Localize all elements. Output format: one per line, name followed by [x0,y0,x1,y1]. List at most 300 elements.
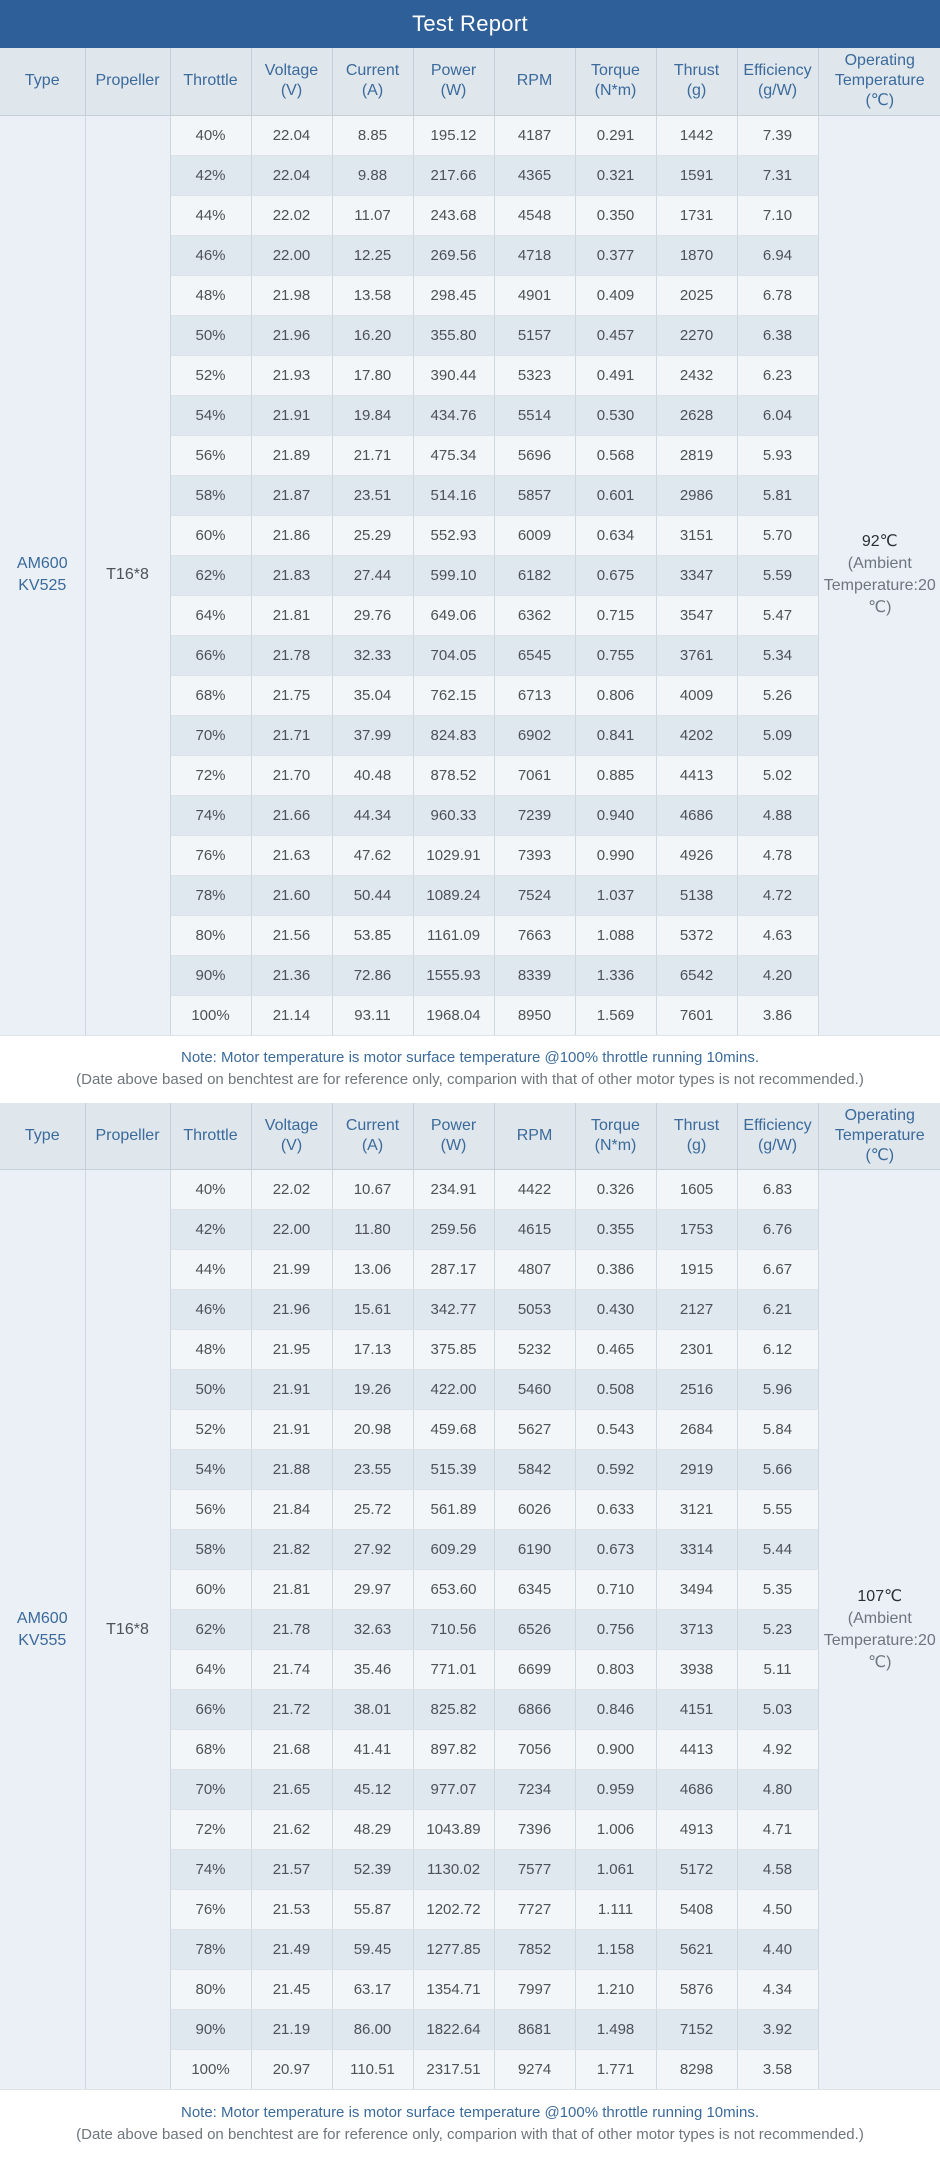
table-cell: 46% [170,235,251,275]
table-cell: 609.29 [413,1530,494,1570]
column-header-line: Power [416,61,492,81]
table-cell: 1.061 [575,1850,656,1890]
column-header-line: (g/W) [740,1136,816,1156]
column-header-line: Voltage [254,1116,330,1136]
table-cell: 22.02 [251,195,332,235]
table-cell: 0.377 [575,235,656,275]
column-header [0,1103,85,1170]
table-cell: 5460 [494,1370,575,1410]
table-cell: 4.20 [737,955,818,995]
table-cell: 93.11 [332,995,413,1035]
column-header-line: Throttle [173,71,249,91]
table-cell: 74% [170,795,251,835]
table-cell: 20.98 [332,1410,413,1450]
table-cell: 5172 [656,1850,737,1890]
table-cell: 1202.72 [413,1890,494,1930]
column-header [494,1103,575,1170]
table-cell: 0.803 [575,1650,656,1690]
table-cell: 217.66 [413,155,494,195]
table-cell: 90% [170,2010,251,2050]
column-header-line: (N*m) [578,81,654,101]
table-cell: 37.99 [332,715,413,755]
table-cell: 52.39 [332,1850,413,1890]
table-cell: 17.80 [332,355,413,395]
table-cell: 1161.09 [413,915,494,955]
column-header [85,1103,170,1170]
table-cell: 1.088 [575,915,656,955]
table-cell: 90% [170,955,251,995]
column-header-line: (A) [335,81,411,101]
table-row [0,1170,940,1210]
table-cell: 1029.91 [413,835,494,875]
table-cell: 21.53 [251,1890,332,1930]
table-cell: 12.25 [332,235,413,275]
table-cell: 1.158 [575,1930,656,1970]
table-cell: 6.83 [737,1170,818,1210]
table-cell: 5323 [494,355,575,395]
table-cell: 259.56 [413,1210,494,1250]
table-cell: 54% [170,1450,251,1490]
table-cell: 55.87 [332,1890,413,1930]
column-header [818,48,940,115]
table-cell: 2986 [656,475,737,515]
table-cell: 4.92 [737,1730,818,1770]
table-cell: 40% [170,1170,251,1210]
table-cell: 0.900 [575,1730,656,1770]
table-cell: 5.02 [737,755,818,795]
table-cell: 1591 [656,155,737,195]
table-cell: 1915 [656,1250,737,1290]
table-cell: 5.70 [737,515,818,555]
table-cell: 110.51 [332,2050,413,2090]
table-cell: 771.01 [413,1650,494,1690]
table-cell: 704.05 [413,635,494,675]
table-cell: 5621 [656,1930,737,1970]
table-cell: 23.55 [332,1450,413,1490]
table-cell: 6.76 [737,1210,818,1250]
table-cell: 7234 [494,1770,575,1810]
table-cell: 3761 [656,635,737,675]
column-header-line: Torque [578,61,654,81]
table-cell: 4202 [656,715,737,755]
column-header-line: (g) [659,1136,735,1156]
table-cell: 15.61 [332,1290,413,1330]
column-header-line: Throttle [173,1126,249,1146]
table-cell: 21.72 [251,1690,332,1730]
table-cell: 4413 [656,1730,737,1770]
table-cell: 4.80 [737,1770,818,1810]
table-cell: 7239 [494,795,575,835]
table-cell: 5.35 [737,1570,818,1610]
motor-model: AM600 [0,1608,85,1630]
table-cell: 298.45 [413,275,494,315]
table-cell: 52% [170,1410,251,1450]
table-cell: 9.88 [332,155,413,195]
motor-kv: KV525 [0,575,85,597]
table-cell: 66% [170,1690,251,1730]
table-cell: 11.07 [332,195,413,235]
table-cell: 515.39 [413,1450,494,1490]
table-cell: 269.56 [413,235,494,275]
table-cell: 0.355 [575,1210,656,1250]
table-cell: 7852 [494,1930,575,1970]
table-note [0,2090,940,2157]
table-cell: 21.82 [251,1530,332,1570]
table-cell: 6345 [494,1570,575,1610]
table-cell: 6713 [494,675,575,715]
table-cell: 3494 [656,1570,737,1610]
table-cell: 21.75 [251,675,332,715]
table-cell: 50.44 [332,875,413,915]
table-cell: 7.31 [737,155,818,195]
column-header [656,48,737,115]
table-cell: 1753 [656,1210,737,1250]
column-header-line: RPM [497,71,573,91]
note-temperature: Note: Motor temperature is motor surface temperature @100% throttle running 10mins. [181,1047,759,1069]
table-cell: 0.673 [575,1530,656,1570]
table-cell: 62% [170,1610,251,1650]
table-cell: 21.63 [251,835,332,875]
table-cell: 70% [170,715,251,755]
table-cell: 342.77 [413,1290,494,1330]
table-cell: 6362 [494,595,575,635]
table-cell: 6902 [494,715,575,755]
table-cell: 46% [170,1290,251,1330]
table-cell: 2270 [656,315,737,355]
column-header [170,1103,251,1170]
table-cell: 54% [170,395,251,435]
table-note [0,1036,940,1103]
column-header [737,48,818,115]
table-cell: 4.40 [737,1930,818,1970]
table-cell: 3314 [656,1530,737,1570]
test-table-2 [0,1103,940,2091]
table-cell: 17.13 [332,1330,413,1370]
table-cell: 23.51 [332,475,413,515]
column-header [251,1103,332,1170]
motor-type-cell [0,115,85,1035]
table-cell: 19.26 [332,1370,413,1410]
table-cell: 21.89 [251,435,332,475]
table-cell: 22.04 [251,115,332,155]
table-cell: 824.83 [413,715,494,755]
table-cell: 0.350 [575,195,656,235]
table-cell: 4.58 [737,1850,818,1890]
table-cell: 21.45 [251,1970,332,2010]
column-header-line: Operating [821,1106,940,1126]
column-header-line: RPM [497,1126,573,1146]
table-cell: 0.457 [575,315,656,355]
column-header-line: Type [2,1126,83,1146]
table-cell: 0.885 [575,755,656,795]
table-cell: 52% [170,355,251,395]
column-header [818,1103,940,1170]
table-cell: 74% [170,1850,251,1890]
table-cell: 80% [170,1970,251,2010]
table-cell: 20.97 [251,2050,332,2090]
table-cell: 21.81 [251,595,332,635]
table-cell: 7396 [494,1810,575,1850]
table-cell: 0.841 [575,715,656,755]
table-cell: 50% [170,315,251,355]
table-cell: 6.38 [737,315,818,355]
table-cell: 21.78 [251,635,332,675]
table-cell: 50% [170,1370,251,1410]
table-cell: 70% [170,1770,251,1810]
table-cell: 48% [170,275,251,315]
table-cell: 4.88 [737,795,818,835]
table-cell: 5.66 [737,1450,818,1490]
table-cell: 3.58 [737,2050,818,2090]
column-header-line: Voltage [254,61,330,81]
table-cell: 78% [170,1930,251,1970]
table-cell: 35.04 [332,675,413,715]
table-cell: 21.62 [251,1810,332,1850]
table-cell: 0.568 [575,435,656,475]
table-cell: 21.88 [251,1450,332,1490]
column-header-line: Thrust [659,1116,735,1136]
column-header-line: Efficiency [740,1116,816,1136]
table-cell: 2317.51 [413,2050,494,2090]
column-header [575,1103,656,1170]
table-cell: 0.755 [575,635,656,675]
table-cell: 4413 [656,755,737,795]
table-cell: 2919 [656,1450,737,1490]
table-cell: 0.386 [575,1250,656,1290]
note-temperature: Note: Motor temperature is motor surface temperature @100% throttle running 10mins. [181,2102,759,2124]
table-cell: 459.68 [413,1410,494,1450]
table-cell: 0.601 [575,475,656,515]
table-cell: 48.29 [332,1810,413,1850]
table-cell: 3121 [656,1490,737,1530]
table-cell: 21.71 [251,715,332,755]
table-cell: 5.93 [737,435,818,475]
table-cell: 7663 [494,915,575,955]
table-cell: 1870 [656,235,737,275]
table-cell: 4.78 [737,835,818,875]
table-cell: 5.96 [737,1370,818,1410]
table-cell: 44% [170,195,251,235]
table-cell: 3938 [656,1650,737,1690]
table-cell: 5.11 [737,1650,818,1690]
table-cell: 1354.71 [413,1970,494,2010]
table-cell: 7.10 [737,195,818,235]
header-row [0,48,940,115]
table-cell: 1.771 [575,2050,656,2090]
table-cell: 63.17 [332,1970,413,2010]
table-cell: 13.06 [332,1250,413,1290]
table-cell: 1.498 [575,2010,656,2050]
column-header [251,48,332,115]
table-cell: 878.52 [413,755,494,795]
table-cell: 58% [170,1530,251,1570]
column-header-line: Type [2,71,83,91]
table-cell: 0.633 [575,1490,656,1530]
table-cell: 0.321 [575,155,656,195]
table-cell: 45.12 [332,1770,413,1810]
table-cell: 32.63 [332,1610,413,1650]
table-cell: 40% [170,115,251,155]
table-cell: 8339 [494,955,575,995]
temperature-value: 107℃ [819,1586,940,1608]
report-title: Test Report [0,0,940,48]
table-cell: 5842 [494,1450,575,1490]
table-cell: 1.210 [575,1970,656,2010]
column-header [413,1103,494,1170]
table-cell: 4151 [656,1690,737,1730]
table-cell: 0.959 [575,1770,656,1810]
table-cell: 0.940 [575,795,656,835]
operating-temperature-cell [818,1170,940,2090]
table-cell: 21.93 [251,355,332,395]
motor-kv: KV555 [0,1630,85,1652]
table-cell: 5138 [656,875,737,915]
table-cell: 21.96 [251,1290,332,1330]
table-cell: 21.36 [251,955,332,995]
table-cell: 7727 [494,1890,575,1930]
propeller-cell: T16*8 [85,115,170,1035]
table-cell: 21.71 [332,435,413,475]
table-cell: 25.29 [332,515,413,555]
table-cell: 4.50 [737,1890,818,1930]
report-body [0,48,940,2157]
table-cell: 60% [170,1570,251,1610]
table-cell: 6190 [494,1530,575,1570]
table-cell: 21.84 [251,1490,332,1530]
table-cell: 21.66 [251,795,332,835]
table-cell: 8950 [494,995,575,1035]
column-header-line: (N*m) [578,1136,654,1156]
table-cell: 5053 [494,1290,575,1330]
table-cell: 21.74 [251,1650,332,1690]
table-cell: 1731 [656,195,737,235]
table-cell: 59.45 [332,1930,413,1970]
column-header-line: Current [335,1116,411,1136]
table-cell: 4.63 [737,915,818,955]
table-cell: 4718 [494,235,575,275]
table-cell: 21.81 [251,1570,332,1610]
table-cell: 552.93 [413,515,494,555]
table-cell: 80% [170,915,251,955]
table-cell: 3347 [656,555,737,595]
table-cell: 19.84 [332,395,413,435]
table-cell: 0.806 [575,675,656,715]
column-header [332,1103,413,1170]
operating-temperature-cell [818,115,940,1035]
table-cell: 21.98 [251,275,332,315]
table-cell: 243.68 [413,195,494,235]
table-cell: 0.465 [575,1330,656,1370]
column-header-line: Thrust [659,61,735,81]
propeller-cell: T16*8 [85,1170,170,2090]
table-cell: 5.23 [737,1610,818,1650]
table-cell: 1605 [656,1170,737,1210]
column-header-line: Propeller [88,71,168,91]
column-header-line: (g) [659,81,735,101]
table-cell: 1.336 [575,955,656,995]
table-cell: 16.20 [332,315,413,355]
table-cell: 762.15 [413,675,494,715]
table-cell: 1.037 [575,875,656,915]
table-cell: 4615 [494,1210,575,1250]
table-cell: 6.67 [737,1250,818,1290]
note-disclaimer: (Date above based on benchtest are for reference only, comparion with that of other motor types is not recommended.) [76,1069,864,1091]
table-cell: 21.68 [251,1730,332,1770]
table-cell: 475.34 [413,435,494,475]
table-cell: 2127 [656,1290,737,1330]
table-cell: 8298 [656,2050,737,2090]
table-cell: 3547 [656,595,737,635]
table-cell: 653.60 [413,1570,494,1610]
table-cell: 21.70 [251,755,332,795]
table-cell: 4.34 [737,1970,818,2010]
column-header-line: Current [335,61,411,81]
table-cell: 6866 [494,1690,575,1730]
column-header [494,48,575,115]
table-cell: 62% [170,555,251,595]
table-cell: 29.76 [332,595,413,635]
table-cell: 5.26 [737,675,818,715]
table-cell: 390.44 [413,355,494,395]
column-header-line: Power [416,1116,492,1136]
table-cell: 1043.89 [413,1810,494,1850]
table-cell: 5.09 [737,715,818,755]
table-cell: 2516 [656,1370,737,1410]
table-cell: 5.44 [737,1530,818,1570]
table-cell: 6545 [494,635,575,675]
table-cell: 7152 [656,2010,737,2050]
table-cell: 1.006 [575,1810,656,1850]
column-header [170,48,251,115]
table-cell: 27.44 [332,555,413,595]
table-cell: 21.57 [251,1850,332,1890]
header-row [0,1103,940,1170]
table-cell: 7997 [494,1970,575,2010]
table-cell: 64% [170,1650,251,1690]
table-cell: 2025 [656,275,737,315]
table-cell: 5.47 [737,595,818,635]
table-cell: 100% [170,995,251,1035]
table-cell: 21.78 [251,1610,332,1650]
table-cell: 1089.24 [413,875,494,915]
table-cell: 21.91 [251,1410,332,1450]
table-cell: 4913 [656,1810,737,1850]
table-cell: 56% [170,435,251,475]
table-cell: 6699 [494,1650,575,1690]
table-cell: 40.48 [332,755,413,795]
table-cell: 710.56 [413,1610,494,1650]
table-cell: 0.430 [575,1290,656,1330]
table-cell: 7.39 [737,115,818,155]
table-cell: 7601 [656,995,737,1035]
table-cell: 47.62 [332,835,413,875]
table-cell: 22.04 [251,155,332,195]
table-cell: 2628 [656,395,737,435]
table-cell: 5.59 [737,555,818,595]
table-cell: 4926 [656,835,737,875]
table-cell: 21.56 [251,915,332,955]
table-cell: 5514 [494,395,575,435]
table-cell: 21.19 [251,2010,332,2050]
table-cell: 5.84 [737,1410,818,1450]
table-cell: 5857 [494,475,575,515]
table-cell: 1130.02 [413,1850,494,1890]
table-cell: 0.326 [575,1170,656,1210]
table-cell: 21.60 [251,875,332,915]
table-cell: 5.03 [737,1690,818,1730]
table-cell: 4.72 [737,875,818,915]
table-cell: 42% [170,155,251,195]
